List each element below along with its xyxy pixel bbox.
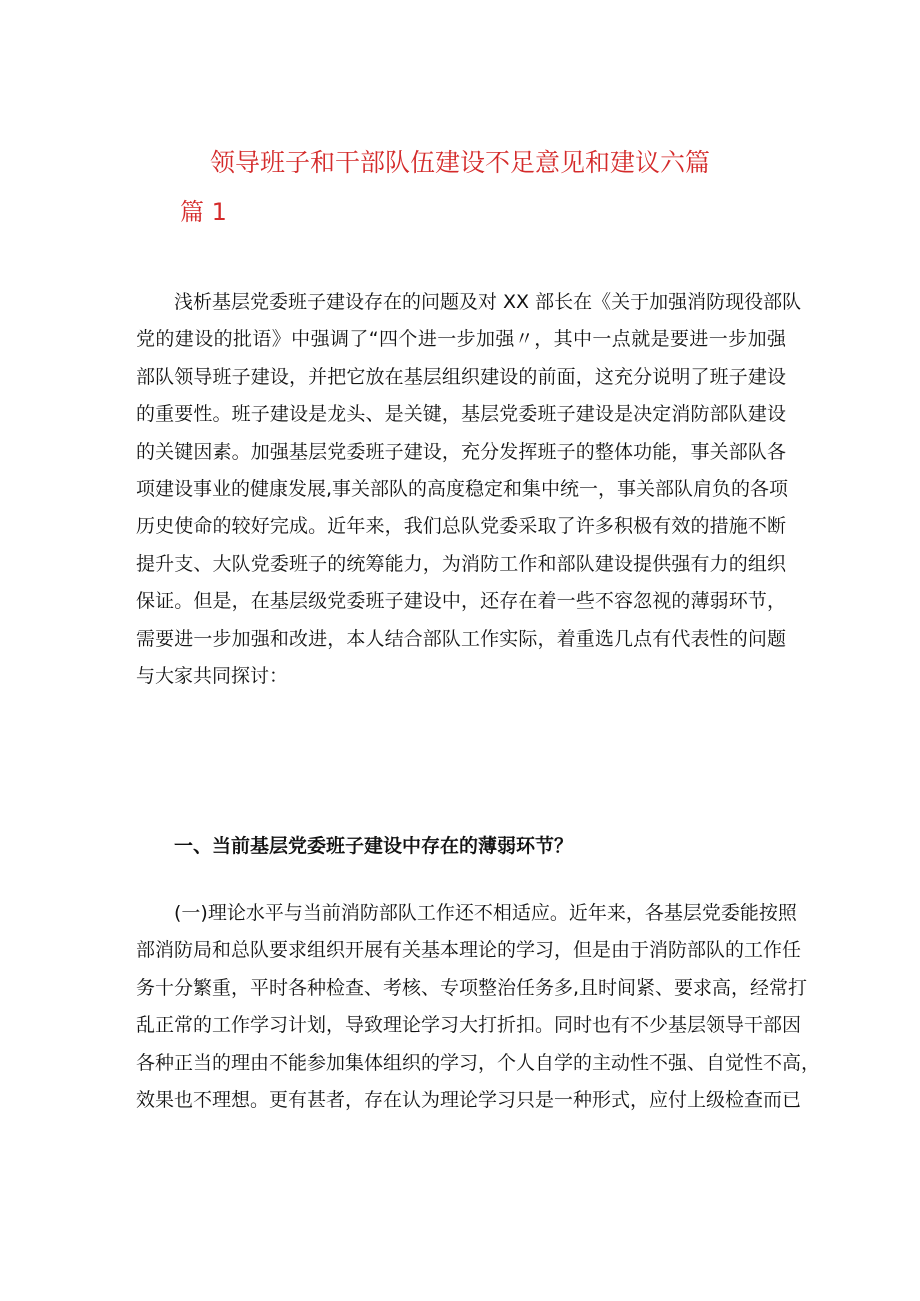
paragraph-line: (一)理论水平与当前消防部队工作还不相适应。近年来，各基层党委能按照 — [174, 902, 797, 924]
paragraph-line: 乱正常的工作学习计划，导致理论学习大打折扣。同时也有不少基层领导干部因 — [136, 1014, 802, 1037]
paragraph-line: 项建设事业的健康发展,事关部队的高度稳定和集中统一，事关部队肩负的各项 — [136, 478, 789, 501]
paragraph-line: 务十分繁重，平时各种检查、考核、专项整治任务多,且时间紧、要求高，经常打 — [136, 976, 808, 999]
body-paragraph — [136, 895, 821, 1119]
section-heading: 一、当前基层党委班子建设中存在的薄弱环节？ — [174, 835, 574, 857]
paragraph-line: 党的建设的批语》中强调了“四个进一步加强〃，其中一点就是要进一步加强 — [136, 328, 786, 351]
paragraph-line: 的关键因素。加强基层党委班子建设，充分发挥班子的整体功能，事关部队各 — [136, 440, 786, 463]
document-title: 领导班子和干部队伍建设不足意见和建议六篇 — [209, 148, 710, 177]
paragraph-line: 各种正当的理由不能参加集体组织的学习，个人自学的主动性不强、自觉性不高， — [136, 1051, 821, 1074]
paragraph-line: 历史使命的较好完成。近年来，我们总队党委采取了许多积极有效的措施不断 — [136, 515, 786, 538]
section-label: 篇 1 — [180, 198, 227, 226]
paragraph-line: 部消防局和总队要求组织开展有关基本理论的学习，但是由于消防部队的工作任 — [136, 939, 802, 962]
paragraph-line: 的重要性。班子建设是龙头、是关键，基层党委班子建设是决定消防部队建设 — [136, 403, 786, 426]
paragraph-line: 保证。但是，在基层级党委班子建设中，还存在着一些不容忽视的薄弱环节， — [136, 590, 786, 613]
paragraph-line: 效果也不理想。更有甚者，存在认为理论学习只是一种形式，应付上级检查而已 — [136, 1089, 802, 1112]
intro-paragraph — [136, 284, 802, 695]
paragraph-line: 部队领导班子建设，并把它放在基层组织建设的前面，这充分说明了班子建设 — [136, 365, 786, 388]
paragraph-line: 与大家共同探讨： — [136, 665, 289, 688]
paragraph-line: 需要进一步加强和改进，本人结合部队工作实际，着重选几点有代表性的问题 — [136, 627, 786, 650]
paragraph-line: 浅析基层党委班子建设存在的问题及对 XX 部长在《关于加强消防现役部队 — [174, 291, 802, 313]
paragraph-line: 提升支、大队党委班子的统筹能力，为消防工作和部队建设提供强有力的组织 — [136, 552, 786, 575]
